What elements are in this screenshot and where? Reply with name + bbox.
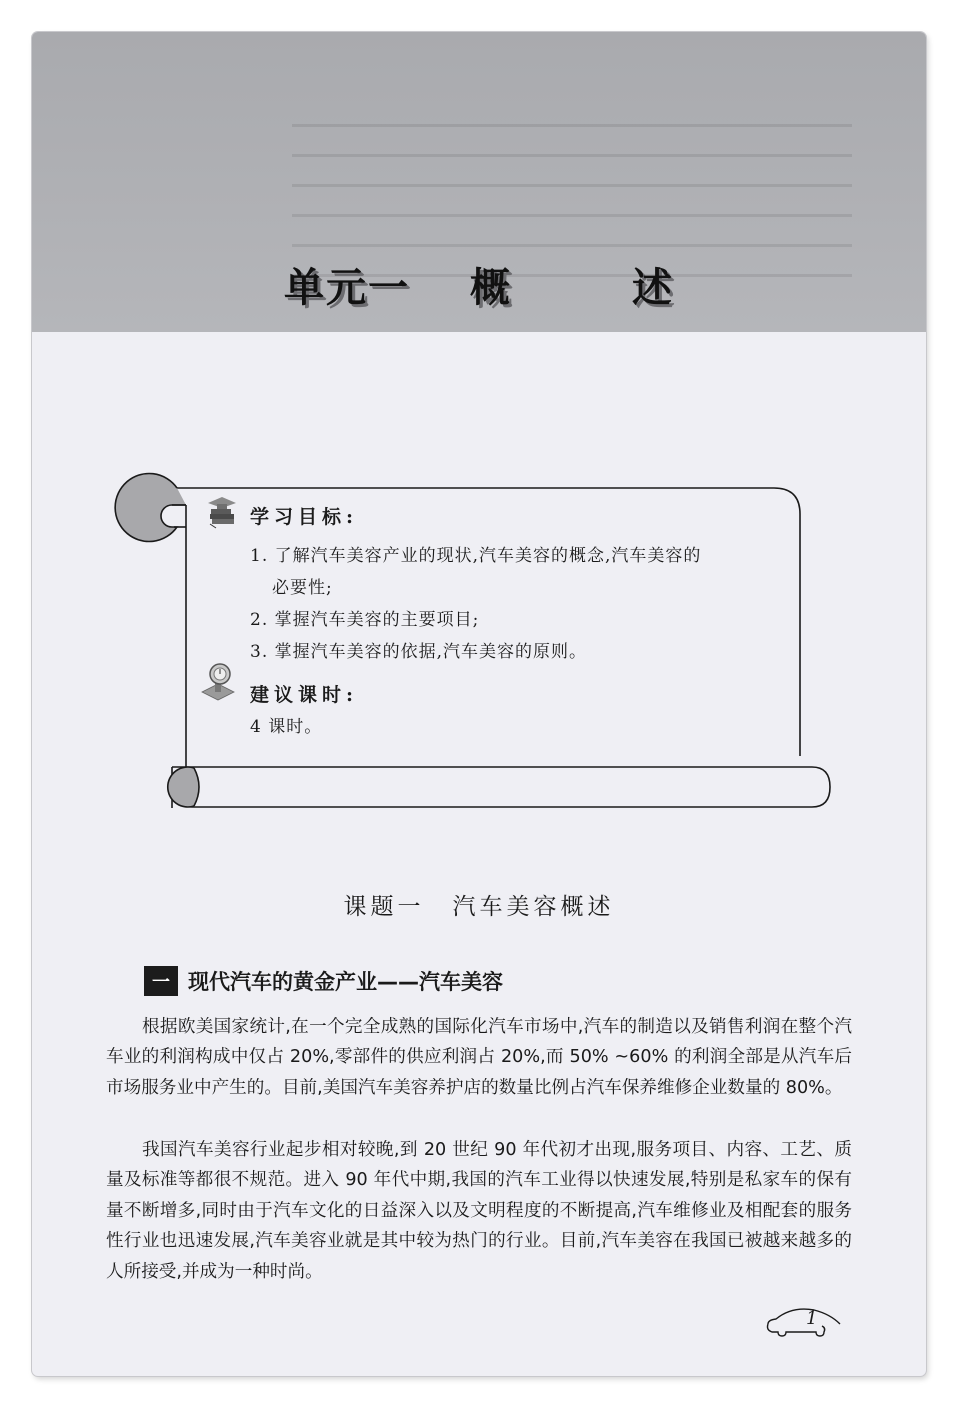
suggested-hours-heading: 建议课时: bbox=[250, 684, 359, 706]
lesson-label: 课题一 bbox=[343, 894, 425, 920]
goal-item-continuation: 必要性; bbox=[272, 578, 333, 598]
section-heading bbox=[144, 966, 503, 996]
goal-item: 2. 掌握汽车美容的主要项目; bbox=[250, 610, 480, 630]
learning-goals-list bbox=[250, 540, 790, 668]
goal-item: 3. 掌握汽车美容的依据,汽车美容的原则。 bbox=[250, 642, 588, 662]
lesson-title bbox=[32, 888, 926, 921]
section-number-badge: 一 bbox=[144, 966, 178, 996]
lesson-name: 汽车美容概述 bbox=[452, 894, 615, 920]
page-number-badge bbox=[762, 1304, 852, 1340]
page-number: 1 bbox=[806, 1308, 818, 1329]
unit-prefix: 单元一 bbox=[284, 265, 410, 311]
goal-item: 1. 了解汽车美容产业的现状,汽车美容的概念,汽车美容的 bbox=[250, 546, 702, 566]
clock-icon bbox=[198, 662, 238, 702]
suggested-hours-value: 4 课时。 bbox=[250, 717, 323, 737]
section-title: 现代汽车的黄金产业——汽车美容 bbox=[188, 970, 503, 994]
graduation-cap-books-icon bbox=[204, 494, 238, 528]
unit-title-char-2: 述 bbox=[632, 265, 674, 311]
body-paragraph: 我国汽车美容行业起步相对较晚,到 20 世纪 90 年代初才出现,服务项目、内容、工艺、质量及标准等都很不规范。进入 90 年代中期,我国的汽车工业得以快速发展,特别是私家车的保有量不断增多,同时由于汽车文化的日益深入以及文明程度的不断提高,汽车维修业及相配套的服务性行业也迅速发展,汽车美容业就是其中较为热门的行业。目前,汽车美容在我国已被越来越多的人所接受,并成为一种时尚。 bbox=[106, 1140, 852, 1282]
scroll-frame-icon bbox=[32, 32, 926, 932]
objectives-scroll-box bbox=[32, 32, 926, 932]
learning-goals-heading: 学习目标: bbox=[250, 506, 359, 528]
book-page bbox=[32, 32, 926, 1376]
body-paragraph: 根据欧美国家统计,在一个完全成熟的国际化汽车市场中,汽车的制造以及销售利润在整个汽车业的利润构成中仅占 20%,零部件的供应利润占 20%,而 50% ~60% 的利润全部是从汽车后市场服务业中产生的。目前,美国汽车美容养护店的数量比例占汽车保养维修企业数量的 80%。 bbox=[106, 1017, 852, 1098]
unit-title-char-1: 概 bbox=[470, 265, 512, 311]
